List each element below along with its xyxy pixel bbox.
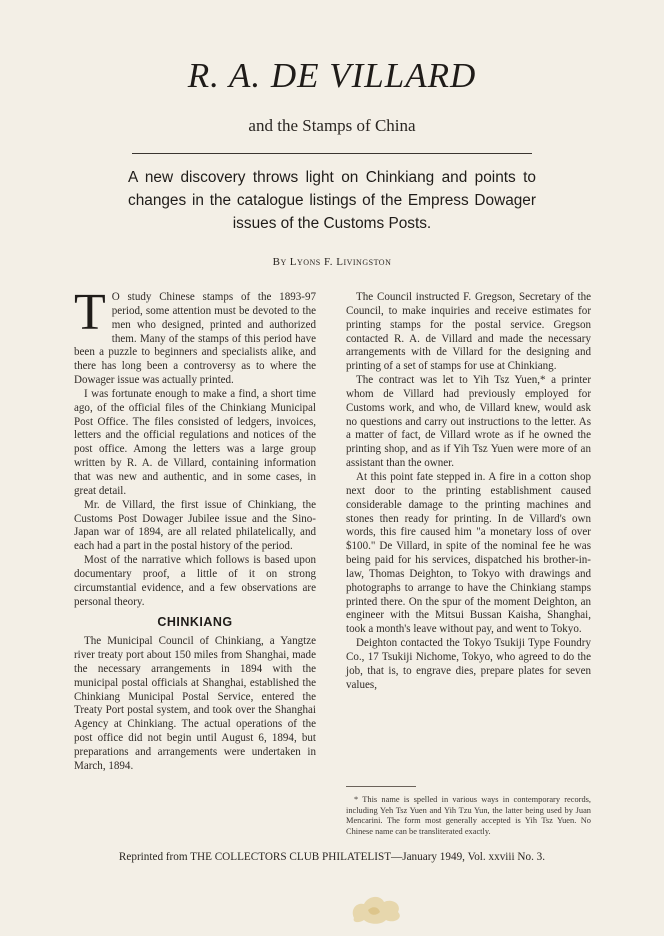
footnote-text: * This name is spelled in various ways in contemporary records, including Yeh Tsz Yuen and Yih Tzu Yun, the latter being used by Juan Mencarini. The form most generally accepted is Yih Tsz Yuen. No Chinese name can be transliterated exactly. [346, 795, 591, 837]
paragraph-1-text: O study Chinese stamps of the 1893-97 period, some attention must be devoted to the men who designed, printed and authorized them. Many of the stamps of this period have been a puzzle to beginners and specialists alike, and there has long been a controversy as to where the Dowager issue was actually printed. [74, 291, 316, 387]
drop-cap: T [74, 284, 106, 341]
article-title: R. A. DE VILLARD [187, 56, 477, 95]
byline-prefix: By [272, 256, 287, 268]
paragraph-5: The Municipal Council of Chinkiang, a Yangtze river treaty port about 150 miles from Shanghai, made the necessary arrangements in 1894 with the municipal postal officials at Shanghai, established the Chinkiang Municipal Postal Service, entered the Treaty Port postal system, and took over the Shanghai Agency at Chinkiang. The actual operations of the post office did not begin until August 6, 1894, but preparations and arrangements were undertaken in March, 1894. [74, 635, 316, 772]
footnote-divider [346, 786, 416, 787]
paper-stain [346, 888, 406, 926]
paragraph-3: Mr. de Villard, the first issue of Chinkiang, the Customs Post Dowager Jubilee issue and the Sino-Japan war of 1894, are all related philatelically, and each had a part in the postal history of the period. [74, 498, 316, 553]
reprint-credit: Reprinted from THE COLLECTORS CLUB PHILATELIST—January 1949, Vol. xxviii No. 3. [118, 851, 546, 863]
paragraph-1 [74, 284, 316, 388]
right-column [346, 291, 591, 692]
title-divider [132, 153, 532, 154]
paragraph-9: Deighton contacted the Tokyo Tsukiji Type Foundry Co., 17 Tsukiji Nichome, Tokyo, who agreed to do the job, that is, to engrave dies, prepare plates for seven values, [346, 637, 591, 691]
paragraph-4: Most of the narrative which follows is based upon documentary proof, a little of it on strong circumstantial evidence, and a few observations are personal theory. [74, 554, 316, 608]
paragraph-2: I was fortunate enough to make a find, a short time ago, of the official files of the Chinkiang Municipal Post Office. The files consisted of ledgers, invoices, letters and the official regulations and notices of the post office. Among the letters was a large group written by R. A. de Villard, containing information that was new and authentic, and in some cases, in great detail. [74, 387, 316, 497]
paragraph-6: The Council instructed F. Gregson, Secretary of the Council, to make inquiries and receive estimates for printing stamps for the postal service. Gregson contacted R. A. de Villard and made the necessary arrangements with de Villard for the designing and printing of a set of stamps for use at Chinkiang. [346, 291, 591, 373]
byline [0, 256, 664, 268]
footnote [346, 795, 591, 838]
article-subtitle: and the Stamps of China [248, 116, 416, 135]
byline-author: Lyons F. Livingston [289, 256, 392, 268]
paragraph-7: The contract was let to Yih Tsz Yuen,* a printer whom de Villard had previously employed for Customs work, and who, de Villard knew, would ask no questions and carry out instructions to the letter. As a matter of fact, de Villard wrote as if he owned the printing shop, and as if Yih Tsz Yuen were more of an assistant than the owner. [346, 374, 591, 470]
left-column [74, 284, 316, 774]
paragraph-8: At this point fate stepped in. A fire in a cotton shop next door to the printing establishment caused considerable damage to the printing machines and stones then ready for printing. In de Villard's own words, this fire caused him "a monetary loss of over $100." De Villard, in spite of the nominal fee he was being paid for his services, dispatched his brother-in-law, Thomas Deighton, to Tokyo with drawings and photographs to arrange to have the Chinkiang stamps printed there. On the spur of the moment Deighton, an engineer with the Mitsui Bussan Kaisha, Shanghai, took a month's leave without pay, and went to Tokyo. [346, 470, 591, 636]
article-deck: A new discovery throws light on Chinkiang and points to changes in the catalogue listings of the Empress Dowager issues of the Customs Posts. [128, 169, 536, 232]
section-heading: CHINKIANG [157, 615, 233, 630]
